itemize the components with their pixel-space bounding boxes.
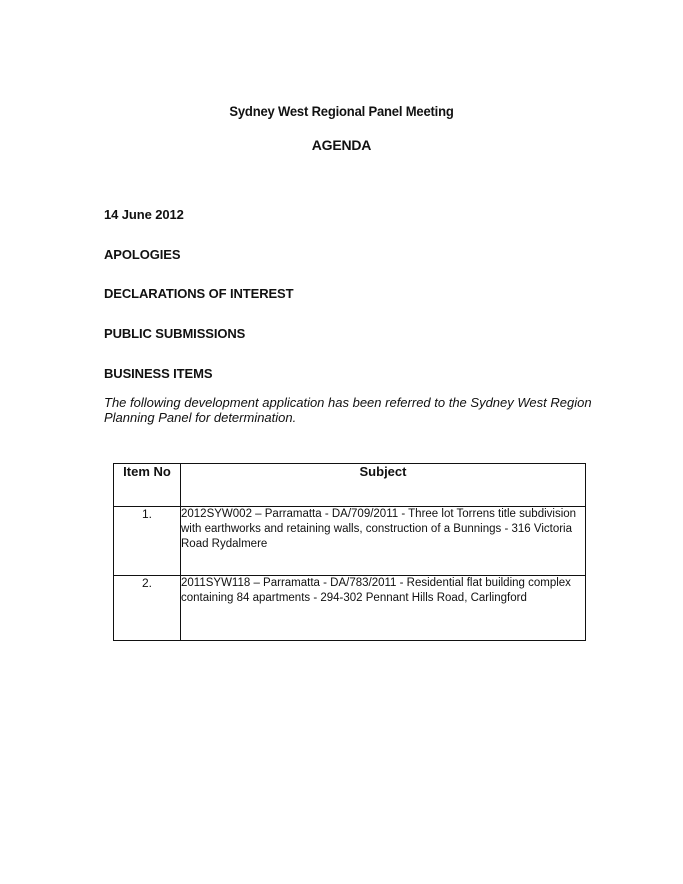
section-heading-declarations: DECLARATIONS OF INTEREST <box>104 286 294 301</box>
document-subtitle: AGENDA <box>311 137 372 153</box>
column-header-item-no: Item No <box>114 464 181 507</box>
item-number: 2. <box>114 576 181 641</box>
section-heading-apologies: APOLOGIES <box>104 247 181 262</box>
item-subject: 2012SYW002 – Parramatta - DA/709/2011 - Three lot Torrens title subdivision with earthworks and retaining walls, construction of a Bunnings - 316 Victoria Road Rydalmere <box>181 507 586 576</box>
section-heading-business-items: BUSINESS ITEMS <box>104 366 213 381</box>
table-row <box>114 576 586 641</box>
item-number: 1. <box>114 507 181 576</box>
meeting-date: 14 June 2012 <box>104 207 184 222</box>
table-row <box>114 507 586 576</box>
section-heading-public-submissions: PUBLIC SUBMISSIONS <box>104 326 246 341</box>
document-title: Sydney West Regional Panel Meeting <box>229 103 454 119</box>
item-subject: 2011SYW118 – Parramatta - DA/783/2011 - Residential flat building complex containing 84 apartments - 294-302 Pennant Hills Road, Carlingford <box>181 576 586 641</box>
intro-paragraph: The following development application has been referred to the Sydney West Region Planning Panel for determination. <box>104 395 592 425</box>
business-items-table <box>113 463 586 641</box>
table-header-row <box>114 464 586 507</box>
column-header-subject: Subject <box>181 464 586 507</box>
